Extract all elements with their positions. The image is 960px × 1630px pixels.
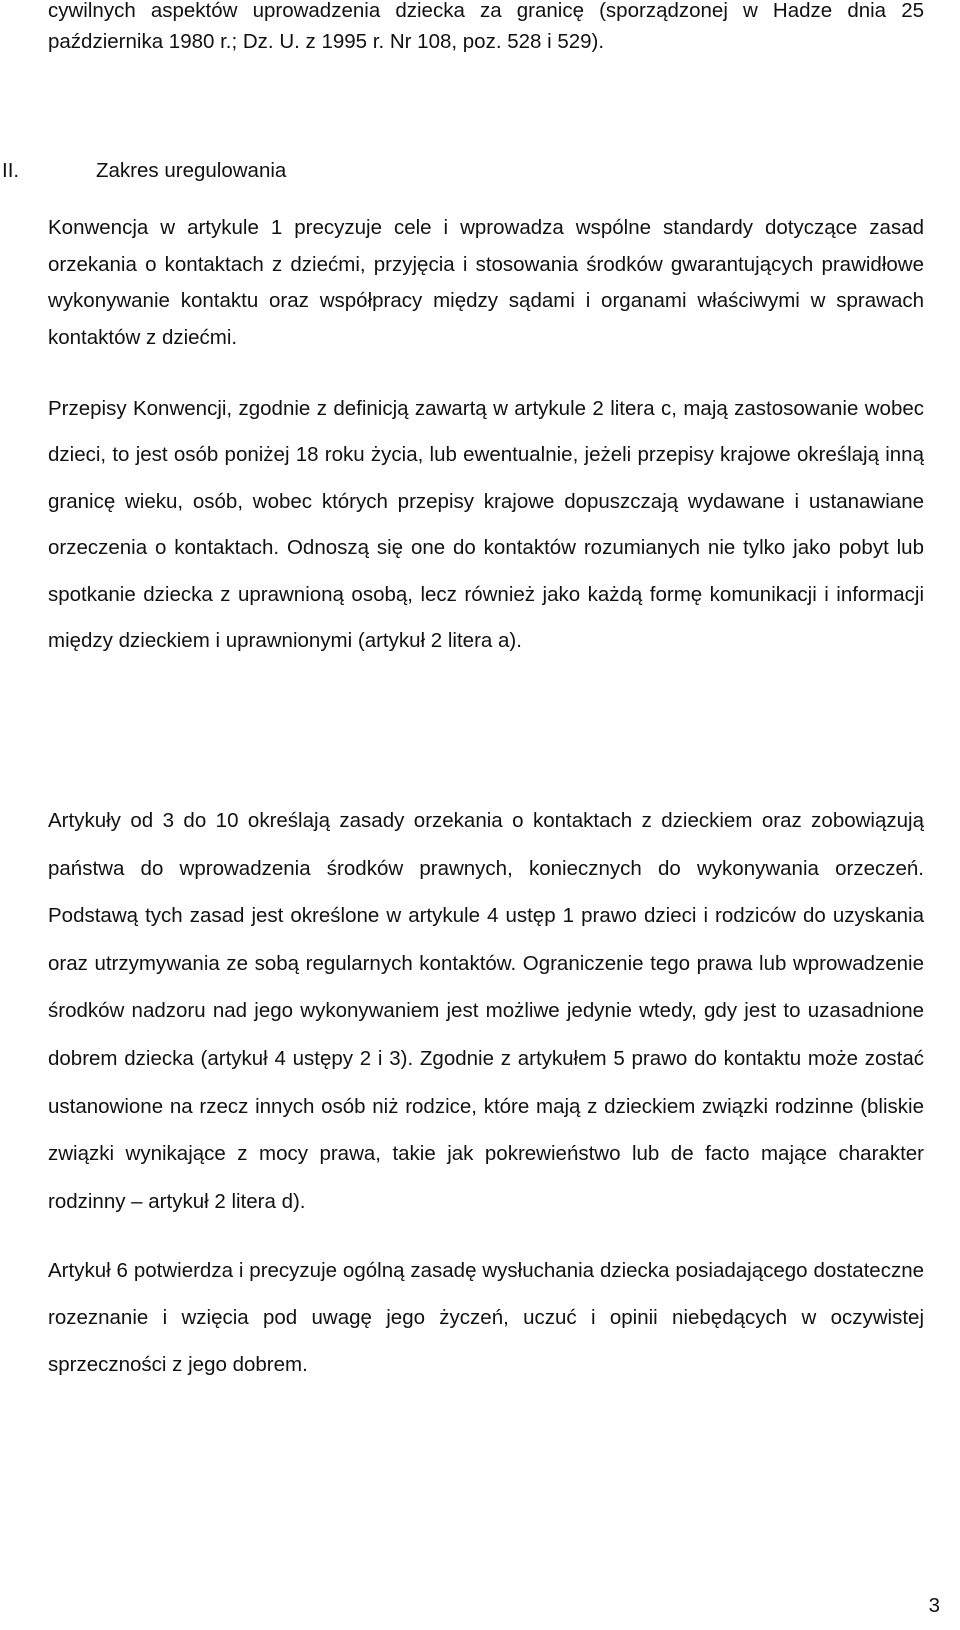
- section-title: Zakres uregulowania: [96, 159, 287, 182]
- page-number: 3: [928, 1594, 940, 1617]
- paragraph-definitions: Przepisy Konwencji, zgodnie z definicją zawartą w artykule 2 litera c, mają zastosowanie wobec dzieci, to jest osób poniżej 18 roku życia, lub ewentualnie, jeżeli przepisy krajowe określają inną granicę wieku, osób, wobec których przepisy krajowe dopuszczają wydawane i ustanawiane orzeczenia o kontaktach. Odnoszą się one do kontaktów rozumianych nie tylko jako pobyt lub spotkanie dziecka z uprawnioną osobą, lecz również jako każdą formę komunikacji i informacji między dzieckiem i uprawnionymi (artykuł 2 litera a).: [48, 397, 924, 653]
- section-number: II.: [2, 159, 20, 182]
- paragraph-articles-3-10: Artykuły od 3 do 10 określają zasady orzekania o kontaktach z dzieckiem oraz zobowiązują państwa do wprowadzenia środków prawnych, koniecznych do wykonywania orzeczeń. Podstawą tych zasad jest określone w artykule 4 ustęp 1 prawo dzieci i rodziców do uzyskania oraz utrzymywania ze sobą regularnych kontaktów. Ograniczenie tego prawa lub wprowadzenie środków nadzoru nad jego wykonywaniem jest możliwe jedynie wtedy, gdy jest to uzasadnione dobrem dziecka (artykuł 4 ustępy 2 i 3). Zgodnie z artykułem 5 prawo do kontaktu może zostać ustanowione na rzecz innych osób niż rodzice, które mają z dzieckiem związki rodzinne (bliskie związki wynikające z mocy prawa, takie jak pokrewieństwo lub de facto mające charakter rodzinny – artykuł 2 litera d).: [48, 809, 924, 1213]
- intro-continuation-paragraph: cywilnych aspektów uprowadzenia dziecka za granicę (sporządzonej w Hadze dnia 25 października 1980 r.; Dz. U. z 1995 r. Nr 108, poz. 528 i 529).: [48, 0, 924, 53]
- paragraph-scope: Konwencja w artykule 1 precyzuje cele i wprowadza wspólne standardy dotyczące zasad orzekania o kontaktach z dziećmi, przyjęcia i stosowania środków gwarantujących prawidłowe wykonywanie kontaktu oraz współpracy między sądami i organami właściwymi w sprawach kontaktów z dziećmi.: [48, 216, 924, 349]
- section-heading: [2, 156, 902, 186]
- paragraph-article-6: Artykuł 6 potwierdza i precyzuje ogólną zasadę wysłuchania dziecka posiadającego dostateczne rozeznanie i wzięcia pod uwagę jego życzeń, uczuć i opinii niebędących w oczywistej sprzeczności z jego dobrem.: [48, 1259, 924, 1376]
